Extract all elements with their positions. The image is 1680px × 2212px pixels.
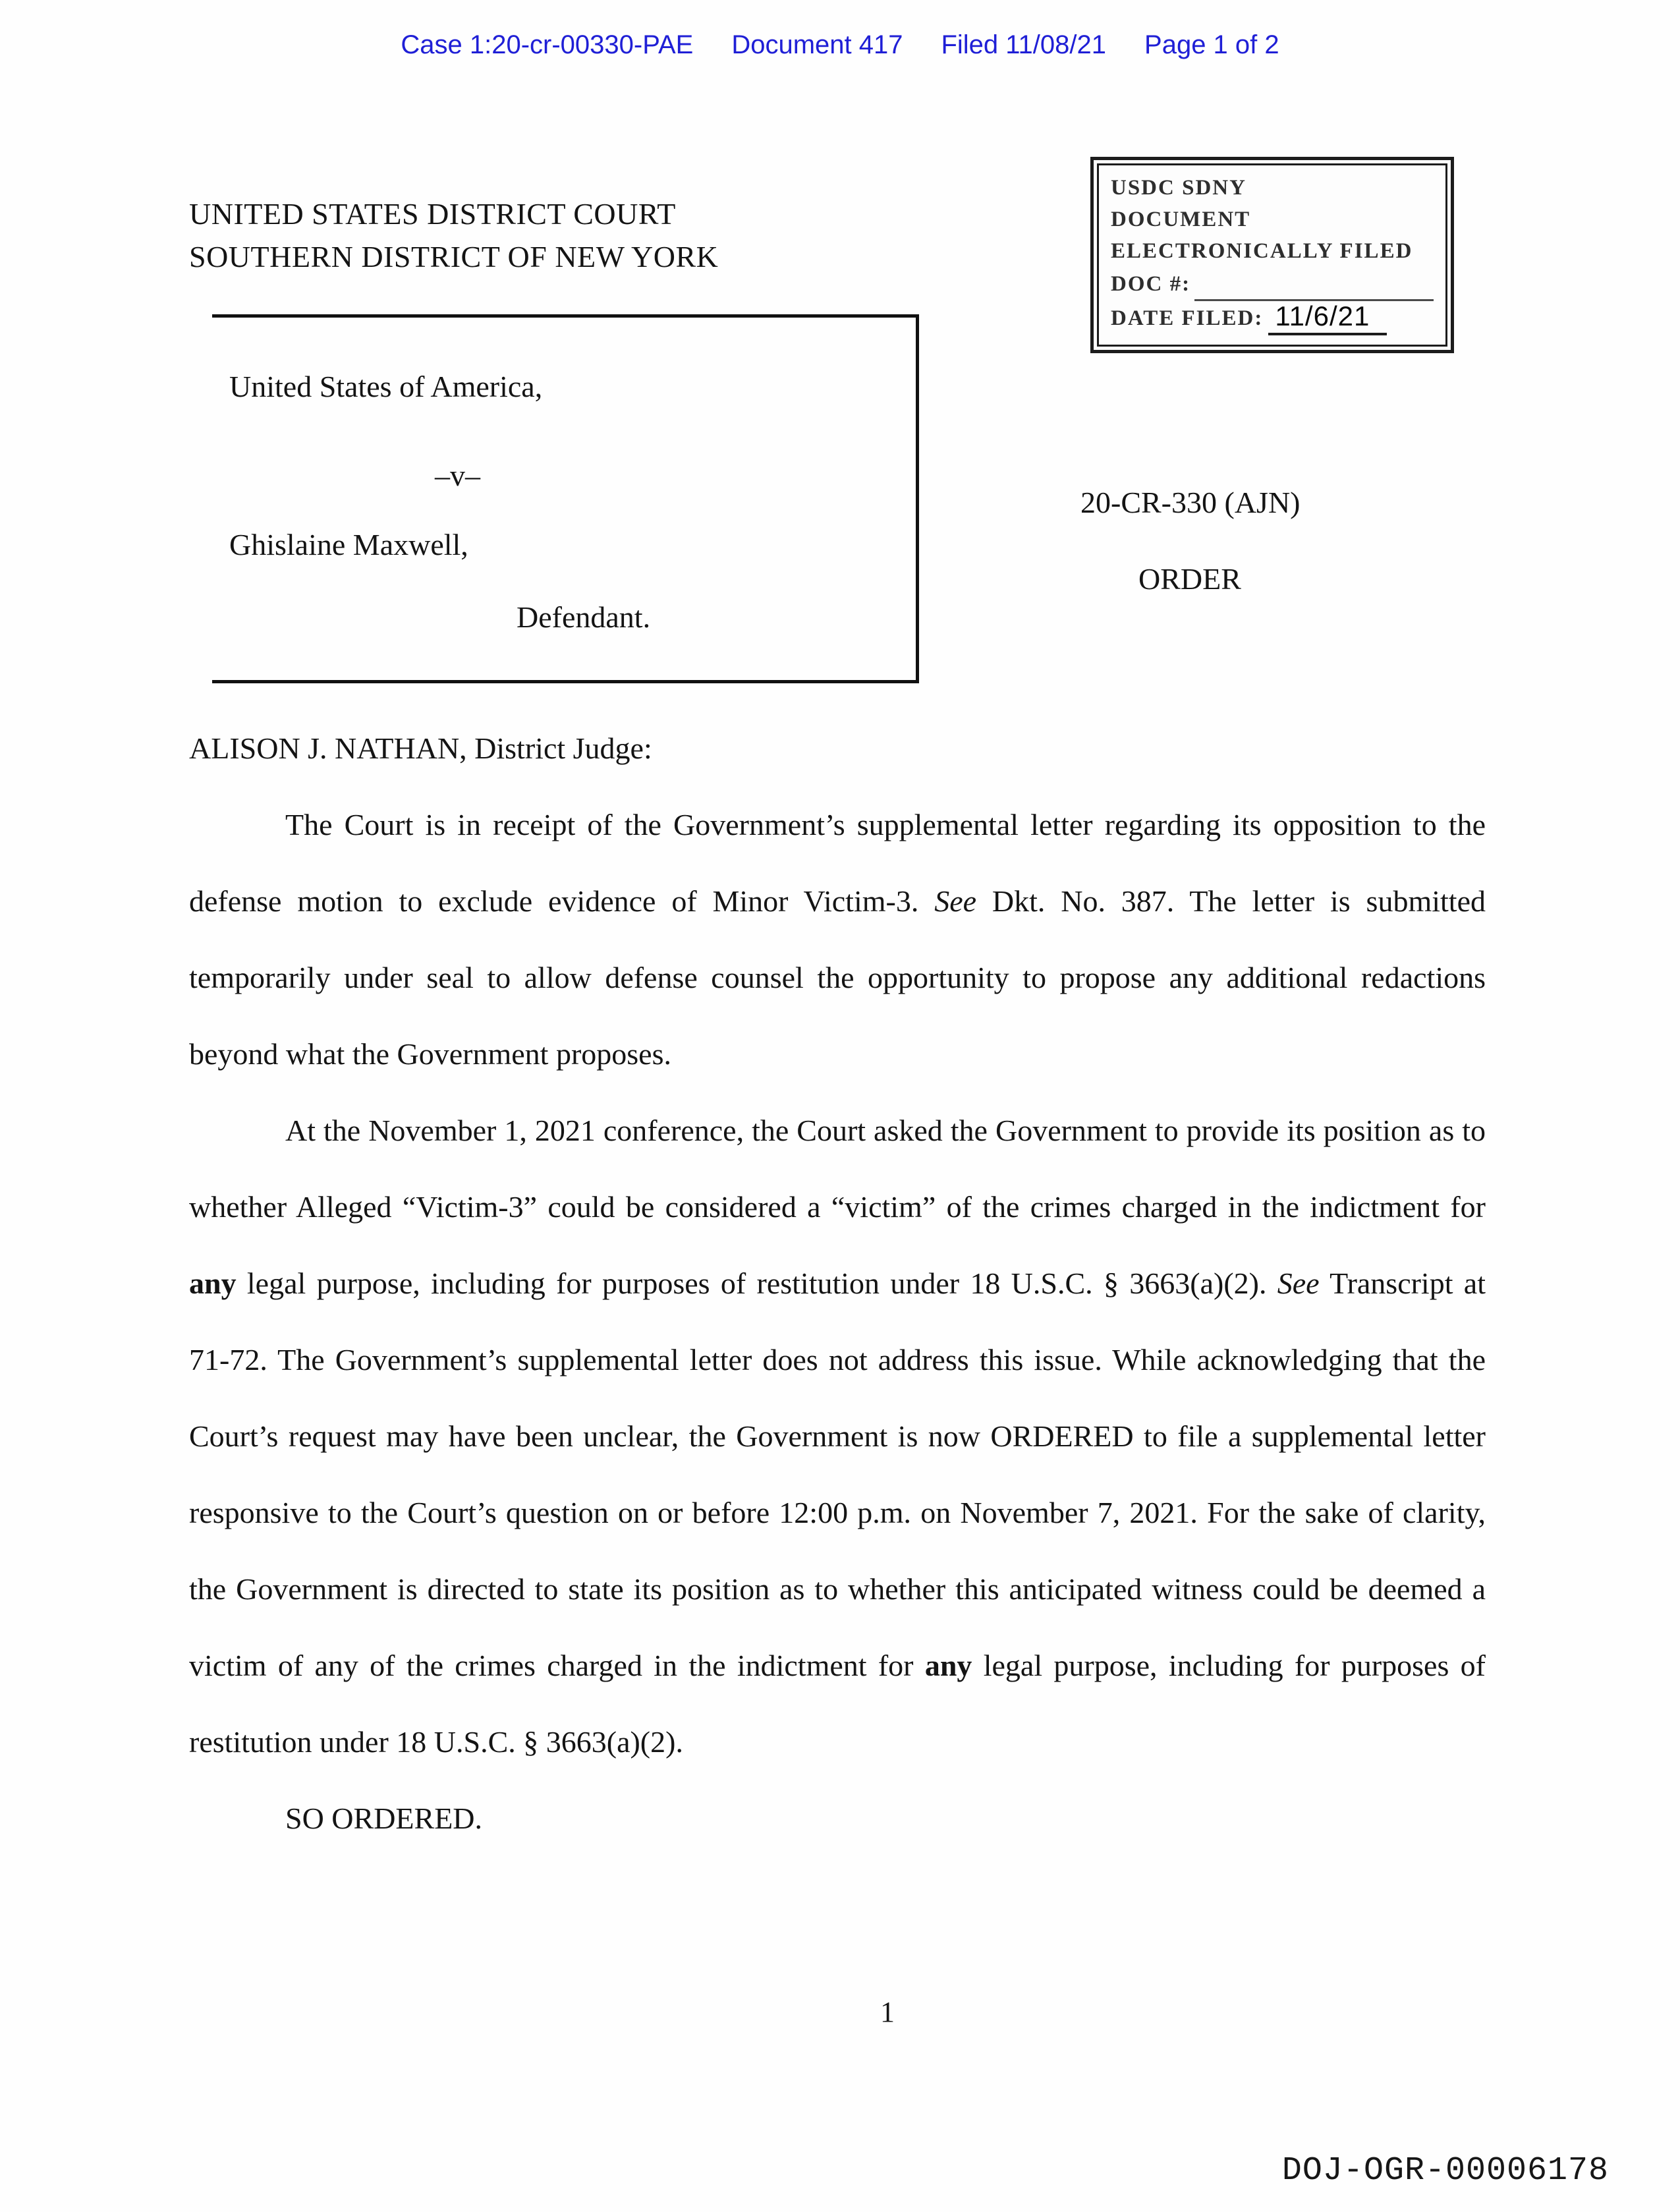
versus-separator: –v–	[435, 459, 480, 492]
electronic-filing-stamp-inner	[1097, 163, 1447, 347]
judge-line: ALISON J. NATHAN, District Judge:	[189, 731, 652, 765]
bates-number: DOJ-OGR-00006178	[1281, 2152, 1609, 2190]
court-name	[189, 192, 718, 278]
stamp-document-line: DOCUMENT	[1111, 208, 1251, 231]
stamp-doc-number-label: DOC #:	[1111, 272, 1191, 296]
case-number: 20-CR-330 (AJN)	[1080, 486, 1301, 519]
order-paragraph-1: The Court is in receipt of the Government’s supplemental letter regarding its opposition to the defense motion to exclude evidence of Minor Victim-3. See Dkt. No. 387. The letter is submitted temporarily under seal to allow defense counsel the opportunity to propose any additional redactions beyond what the Government proposes.	[189, 808, 1486, 1071]
page-number: 1	[880, 1996, 895, 2028]
ecf-case-header	[0, 30, 1680, 60]
electronic-filing-stamp	[1090, 157, 1454, 353]
so-ordered-line: SO ORDERED.	[285, 1801, 483, 1835]
header-filed-date: Filed 11/08/21	[941, 30, 1107, 59]
order-title: ORDER	[1138, 562, 1241, 596]
stamp-electronically-filed-line: ELECTRONICALLY FILED	[1111, 239, 1413, 263]
plaintiff-name: United States of America,	[229, 370, 543, 403]
header-page-indicator: Page 1 of 2	[1144, 30, 1279, 59]
court-name-line-2: SOUTHERN DISTRICT OF NEW YORK	[189, 240, 719, 273]
case-caption-box	[212, 314, 919, 683]
header-case-number: Case 1:20-cr-00330-PAE	[401, 30, 694, 59]
stamp-doc-number-blank	[1194, 273, 1434, 301]
header-document-number: Document 417	[731, 30, 903, 59]
order-body	[189, 710, 1486, 1857]
defendant-label: Defendant.	[517, 600, 651, 634]
court-name-line-1: UNITED STATES DISTRICT COURT	[189, 197, 676, 231]
stamp-court-line: USDC SDNY	[1111, 176, 1246, 200]
order-paragraph-2: At the November 1, 2021 conference, the Court asked the Government to provide its position as to whether Alleged “Victim-3” could be considered a “victim” of the crimes charged in the indictment for any legal purpose, including for purposes of restitution under 18 U.S.C. § 3663(a)(2). See Transcript at 71-72. The Government’s supplemental letter does not address this issue. While acknowledging that the Court’s request may have been unclear, the Government is now ORDERED to file a supplemental letter responsive to the Court’s question on or before 12:00 p.m. on November 7, 2021. For the sake of clarity, the Government is directed to state its position as to whether this anticipated witness could be deemed a victim of any of the crimes charged in the indictment for any legal purpose, including for purposes of restitution under 18 U.S.C. § 3663(a)(2).	[189, 1114, 1486, 1759]
stamp-date-filed-value: 11/6/21	[1268, 301, 1387, 335]
defendant-name: Ghislaine Maxwell,	[229, 528, 468, 561]
stamp-date-filed-label: DATE FILED:	[1111, 306, 1264, 330]
